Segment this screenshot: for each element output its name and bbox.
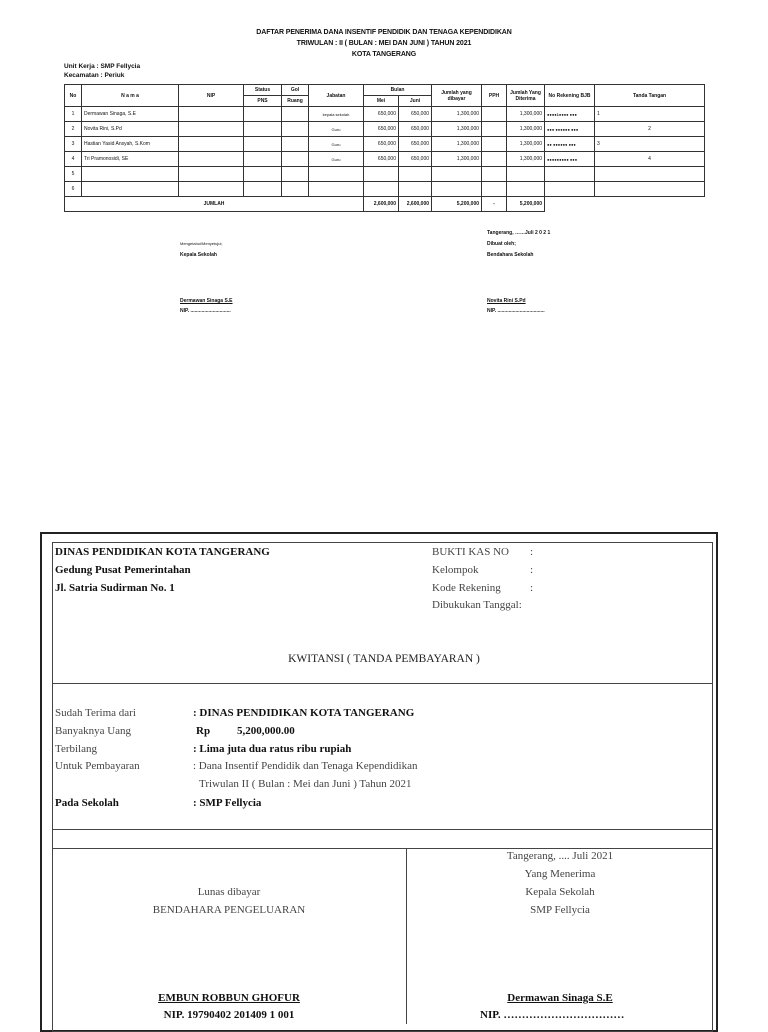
cell-ttd: 3 (595, 137, 705, 152)
receipt-org-name: DINAS PENDIDIKAN KOTA TANGERANG (55, 546, 270, 558)
col-gol: Gol (282, 85, 309, 96)
cell-jabatan: Guru (309, 152, 364, 167)
receipt-val-untuk1: : Dana Insentif Pendidik dan Tenaga Kependidikan (193, 760, 418, 772)
table-row (65, 182, 705, 197)
receipt-left-name: EMBUN ROBBUN GHOFUR (158, 992, 300, 1004)
receipt-bendahara: BENDAHARA PENGELUARAN (152, 904, 306, 916)
cell-pph (482, 107, 507, 122)
total-dibayar: 5,200,000 (432, 197, 482, 212)
col-nip: NIP (179, 85, 244, 107)
cell-juni: 650,000 (399, 137, 432, 152)
cell-diterima: 1,300,000 (507, 107, 545, 122)
cell-diterima: 1,300,000 (507, 122, 545, 137)
cell-juni: 650,000 (399, 107, 432, 122)
receipt-label-banyak: Banyaknya Uang (55, 725, 132, 737)
total-mei: 2,600,000 (364, 197, 399, 212)
cell-rekening: ●●●●●●●●● ●●● (545, 152, 595, 167)
receipt-org-address: Jl. Satria Sudirman No. 1 (55, 582, 175, 594)
cell-mei: 650,000 (364, 152, 399, 167)
cell-dibayar: 1,300,000 (432, 122, 482, 137)
col-jumlah-dibayar: Jumlah yang dibayar (432, 85, 482, 107)
sign-right-nip: NIP. .................................. (487, 308, 545, 314)
receipt-val-rp: Rp (196, 725, 211, 737)
cell-no: 1 (65, 107, 82, 122)
cell-no: 6 (65, 182, 82, 197)
cell-nip (179, 152, 244, 167)
receipt-dibukukan-label: Dibukukan Tanggal: (432, 599, 522, 611)
receipt-kelompok-label: Kelompok (432, 564, 479, 576)
cell-mei: 650,000 (364, 137, 399, 152)
cell-nama: Novita Rini, S.Pd (82, 122, 179, 137)
cell-diterima: 1,300,000 (507, 152, 545, 167)
cell-pns (244, 107, 282, 122)
table-row (65, 152, 705, 167)
cell-pph (482, 152, 507, 167)
table-row (65, 167, 705, 182)
col-nama: N a m a (82, 85, 179, 107)
cell-pph (482, 137, 507, 152)
cell-ruang (282, 107, 309, 122)
sign-right-date: Tangerang, ……Juli 2 0 2 1 (487, 230, 551, 236)
document-title: DAFTAR PENERIMA DANA INSENTIF PENDIDIK DAN TENAGA KEPENDIDIKAN (256, 29, 512, 36)
cell-pns (244, 137, 282, 152)
cell-rekening: ●●●●1●●●● ●●● (545, 107, 595, 122)
receipt-val-terbilang: : Lima juta dua ratus ribu rupiah (193, 743, 352, 755)
cell-juni: 650,000 (399, 152, 432, 167)
cell-no: 2 (65, 122, 82, 137)
cell-no: 4 (65, 152, 82, 167)
cell-dibayar: 1,300,000 (432, 152, 482, 167)
cell-nip (179, 137, 244, 152)
unit-kerja: Unit Kerja : SMP Fellycia (64, 63, 141, 70)
receipt-kode-label: Kode Rekening (432, 582, 501, 594)
receipt-title: KWITANSI ( TANDA PEMBAYARAN ) (288, 653, 480, 665)
col-no: No (65, 85, 82, 107)
cell-jabatan: kepala sekolah (309, 107, 364, 122)
cell-ruang (282, 152, 309, 167)
sign-left-nip: NIP. ............................. (180, 308, 231, 314)
col-rekening: No Rekening BJB (545, 85, 595, 107)
cell-pns (244, 122, 282, 137)
cell-pph (482, 122, 507, 137)
cell-pns (244, 152, 282, 167)
document-subtitle: TRIWULAN : II ( BULAN : MEI DAN JUNI ) TAHUN 2021 (296, 40, 472, 47)
receipt-val-sekolah: : SMP Fellycia (193, 797, 262, 809)
total-diterima: 5,200,000 (507, 197, 545, 212)
col-jabatan: Jabatan (309, 85, 364, 107)
receipt-label-sekolah: Pada Sekolah (55, 797, 119, 809)
total-juni: 2,600,000 (399, 197, 432, 212)
kecamatan: Kecamatan : Periuk (64, 72, 125, 79)
receipt-lunas: Lunas dibayar (197, 886, 261, 898)
receipt-left-nip: NIP. 19790402 201409 1 001 (163, 1009, 295, 1021)
sign-left-name: Dermawan Sinaga S.E (180, 298, 233, 304)
cell-diterima: 1,300,000 (507, 137, 545, 152)
cell-ruang (282, 137, 309, 152)
cell-nip (179, 107, 244, 122)
receipt-yang-menerima: Yang Menerima (524, 868, 596, 880)
cell-mei: 650,000 (364, 107, 399, 122)
receipt-val-untuk2: Triwulan II ( Bulan : Mei dan Juni ) Tahun 2021 (199, 778, 412, 790)
cell-nip (179, 122, 244, 137)
receipt-val-terima: : DINAS PENDIDIKAN KOTA TANGERANG (193, 707, 415, 719)
cell-jabatan: Guru (309, 137, 364, 152)
sign-right-role: Bendahara Sekolah (487, 252, 534, 258)
total-pph: - (482, 197, 507, 212)
receipt-divider (52, 683, 713, 684)
receipt-label-terbilang: Terbilang (55, 743, 97, 755)
document-city: KOTA TANGERANG (351, 51, 417, 58)
receipt-val-amount: 5,200,000.00 (237, 725, 295, 737)
col-ttd: Tanda Tangan (595, 85, 705, 107)
receipt-label-terima: Sudah Terima dari (55, 707, 136, 719)
cell-ttd: 1 (595, 107, 705, 122)
col-juni: Juni (399, 96, 432, 107)
receipt-right-name: Dermawan Sinaga S.E (507, 992, 613, 1004)
receipt-sign-date: Tangerang, .... Juli 2021 (506, 850, 614, 862)
table-row (65, 122, 705, 137)
receipt-right-nip: NIP. …………………………… (480, 1009, 625, 1021)
receipt-divider (52, 848, 713, 849)
header-row (65, 85, 705, 96)
sign-right-name: Novita Rini S.Pd (487, 298, 526, 304)
sign-right-made: Dibuat oleh; (487, 241, 516, 247)
table-row (65, 137, 705, 152)
cell-nama (82, 167, 179, 182)
col-mei: Mei (364, 96, 399, 107)
cell-nama: Tri Pramonosidi, SE (82, 152, 179, 167)
cell-jabatan: Guru (309, 122, 364, 137)
cell-mei: 650,000 (364, 122, 399, 137)
col-status: Status (244, 85, 282, 96)
col-jumlah-diterima: Jumlah Yang Diterima (507, 85, 545, 107)
cell-ttd: 4 (595, 152, 705, 167)
recipients-table (64, 84, 705, 212)
receipt-kepala: Kepala Sekolah (525, 886, 595, 898)
sign-left-role: Kepala Sekolah (180, 252, 217, 258)
cell-dibayar: 1,300,000 (432, 137, 482, 152)
cell-ruang (282, 122, 309, 137)
cell-juni: 650,000 (399, 122, 432, 137)
receipt-label-untuk: Untuk Pembayaran (55, 760, 140, 772)
receipt-divider (52, 829, 713, 830)
col-pns: PNS (244, 96, 282, 107)
cell-rekening: ●●● ●●●●●● ●●● (545, 122, 595, 137)
sign-left-approve: Mengetahui/Menyetujui; (180, 241, 223, 246)
receipt-bukti-label: BUKTI KAS NO (432, 546, 509, 558)
receipt-org-building: Gedung Pusat Pemerintahan (55, 564, 191, 576)
receipt-smp: SMP Fellycia (530, 904, 590, 916)
table-row (65, 107, 705, 122)
cell-rekening: ●● ●●●●●● ●●● (545, 137, 595, 152)
total-row (65, 197, 705, 212)
cell-ttd: 2 (595, 122, 705, 137)
cell-no: 5 (65, 167, 82, 182)
cell-nama (82, 182, 179, 197)
col-bulan: Bulan (364, 85, 432, 96)
col-ruang: Ruang (282, 96, 309, 107)
total-label: JUMLAH (65, 197, 364, 212)
cell-nama: Dermawan Sinaga, S.E (82, 107, 179, 122)
col-pph: PPH (482, 85, 507, 107)
cell-dibayar: 1,300,000 (432, 107, 482, 122)
cell-no: 3 (65, 137, 82, 152)
cell-nama: Hastian Yasid Ansyah, S.Kom (82, 137, 179, 152)
